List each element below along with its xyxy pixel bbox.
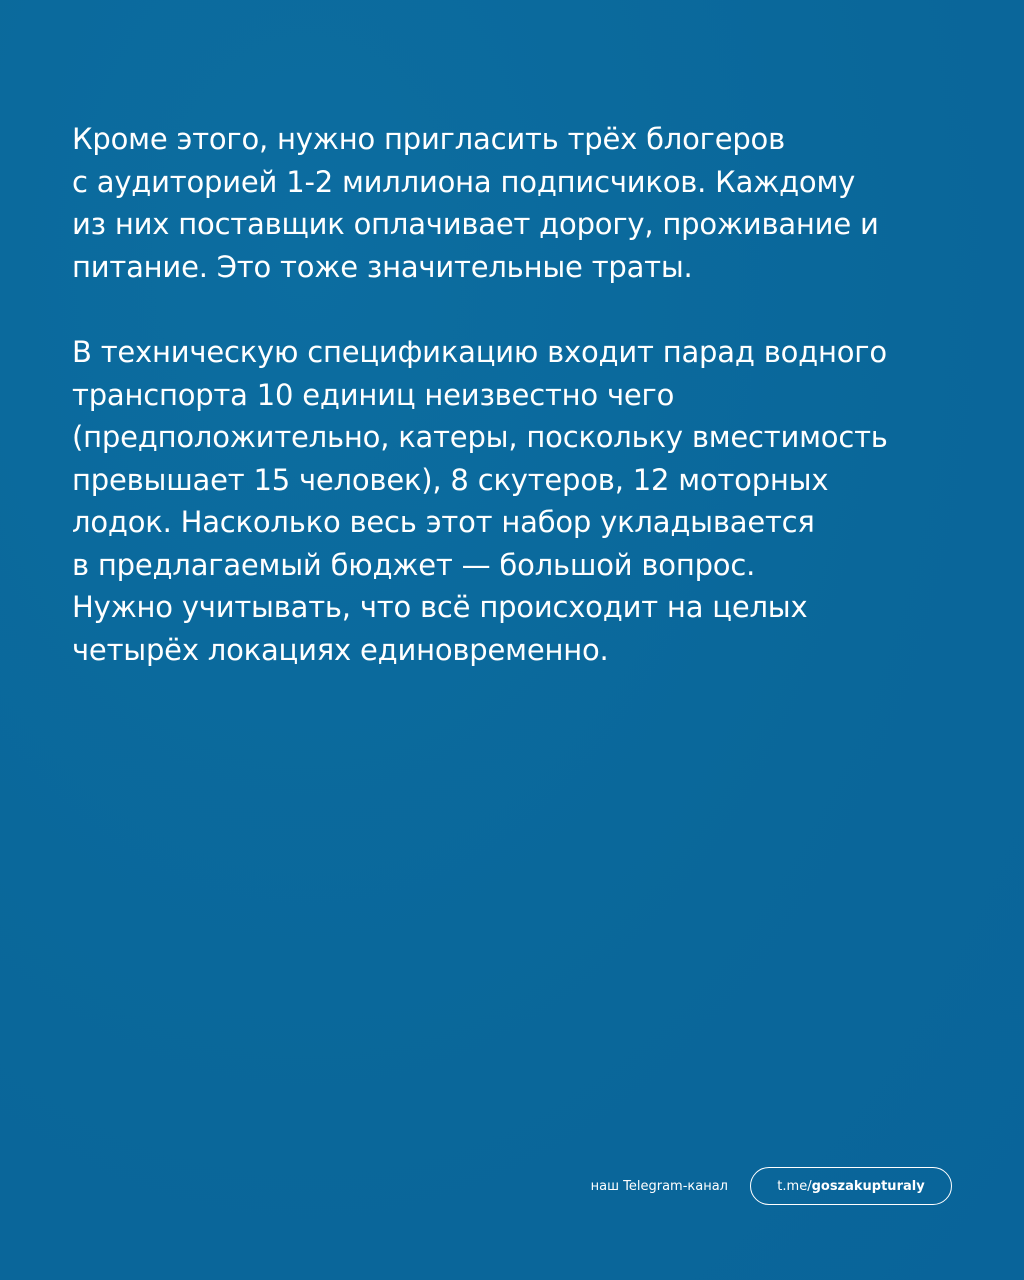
- telegram-channel-link[interactable]: [750, 1167, 952, 1205]
- paragraph-bloggers: Кроме этого, нужно пригласить трёх блогеров с аудиторией 1-2 миллиона подписчиков. Каждому из них поставщик оплачивает дорогу, проживание и питание. Это тоже значительные траты.: [72, 122, 879, 284]
- main-text-block: [72, 118, 972, 714]
- telegram-channel-label: наш Telegram-канал: [590, 1179, 728, 1194]
- link-handle: goszakupturaly: [811, 1178, 925, 1194]
- link-prefix: t.me/: [777, 1178, 812, 1194]
- footer: [0, 1167, 1024, 1207]
- paragraph-water-transport: В техническую спецификацию входит парад водного транспорта 10 единиц неизвестно чего (предположительно, катеры, поскольку вместимость превышает 15 человек), 8 скутеров, 12 моторных лодок. Насколько весь этот набор укладывается в предлагаемый бюджет — большой вопрос. Нужно учитывать, что всё происходит на целых четырёх локациях единовременно.: [72, 335, 888, 667]
